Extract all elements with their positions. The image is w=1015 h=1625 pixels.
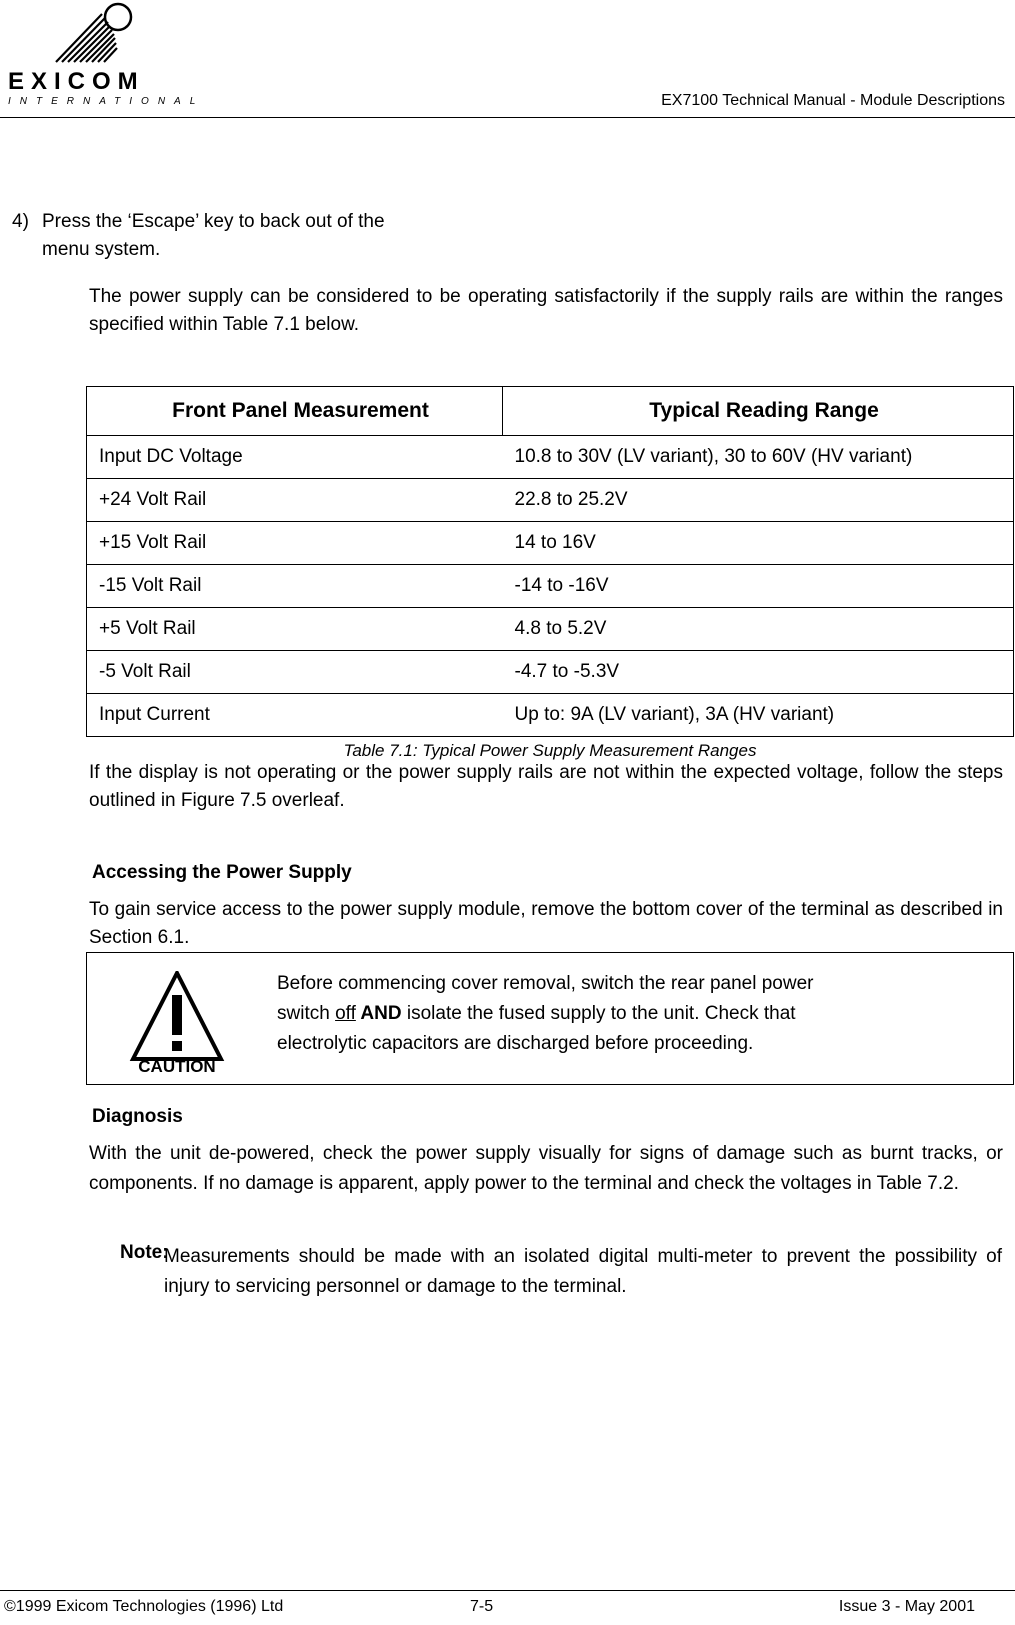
table-cell-range: 14 to 16V — [503, 522, 1014, 565]
table-cell-measurement: -5 Volt Rail — [87, 651, 503, 694]
exicom-logo-mark — [4, 2, 174, 72]
table-cell-range: Up to: 9A (LV variant), 3A (HV variant) — [503, 694, 1014, 737]
note-label: Note: — [120, 1242, 169, 1263]
caution-label: CAUTION — [138, 1057, 216, 1076]
table-cell-range: 4.8 to 5.2V — [503, 608, 1014, 651]
diagnosis-heading: Diagnosis — [92, 1106, 183, 1127]
table-header-measurement: Front Panel Measurement — [87, 387, 503, 436]
table-header-range: Typical Reading Range — [503, 387, 1014, 436]
diagnosis-paragraph: With the unit de-powered, check the power supply visually for signs of damage such as burnt tracks, or components. If no damage is apparent, apply power to the terminal and check the voltages in Table 7.2. — [89, 1143, 1003, 1194]
caution-box — [86, 952, 1014, 1085]
caution-text — [277, 969, 937, 1059]
step-text-line2: menu system. — [42, 239, 161, 260]
table-row — [87, 694, 1014, 737]
table-cell-range: 22.8 to 25.2V — [503, 479, 1014, 522]
caution-line1: Before commencing cover removal, switch the rear panel power — [277, 973, 814, 994]
table-cell-measurement: Input DC Voltage — [87, 436, 503, 479]
caution-and: AND — [355, 1003, 402, 1024]
caution-line2-pre: switch — [277, 1003, 336, 1024]
table-cell-measurement: +5 Volt Rail — [87, 608, 503, 651]
note-text: Measurements should be made with an isolated digital multi-meter to prevent the possibility of injury to servicing personnel or damage to the terminal. — [164, 1246, 1002, 1297]
table-row — [87, 436, 1014, 479]
footer-divider — [0, 1590, 1015, 1591]
table-row — [87, 565, 1014, 608]
measurement-table — [86, 386, 1014, 737]
table-cell-measurement: -15 Volt Rail — [87, 565, 503, 608]
step-text-line1: Press the ‘Escape’ key to back out of the — [42, 211, 385, 232]
table-cell-measurement: +24 Volt Rail — [87, 479, 503, 522]
access-paragraph: To gain service access to the power supply module, remove the bottom cover of the terminal as described in Section 6.1. — [89, 899, 1003, 948]
logo-sub-text: INTERNATIONAL — [8, 96, 205, 107]
table-row — [87, 479, 1014, 522]
table-cell-range: -14 to -16V — [503, 565, 1014, 608]
table-cell-measurement: +15 Volt Rail — [87, 522, 503, 565]
footer-issue: Issue 3 - May 2001 — [838, 1598, 975, 1615]
table-cell-measurement: Input Current — [87, 694, 503, 737]
caution-line3: electrolytic capacitors are discharged before proceeding. — [277, 1033, 754, 1054]
intro-paragraph: The power supply can be considered to be operating satisfactorily if the supply rails are within the ranges specified within Table 7.1 below. — [89, 286, 1003, 335]
table-row — [87, 651, 1014, 694]
footer-copyright: ©1999 Exicom Technologies (1996) Ltd — [4, 1598, 284, 1615]
table-header-row — [87, 387, 1014, 436]
step-number: 4) — [12, 211, 29, 232]
caution-icon — [127, 971, 227, 1075]
table-cell-range: -4.7 to -5.3V — [503, 651, 1014, 694]
header-divider — [0, 117, 1015, 118]
access-heading: Accessing the Power Supply — [92, 862, 352, 883]
footer-page-number: 7-5 — [470, 1598, 494, 1615]
logo-brand-text: EXICOM — [8, 68, 145, 95]
caution-off: off — [335, 1003, 356, 1024]
exicom-logo — [4, 2, 205, 107]
table-cell-range: 10.8 to 30V (LV variant), 30 to 60V (HV variant) — [503, 436, 1014, 479]
table-row — [87, 608, 1014, 651]
caution-line2 — [277, 999, 937, 1029]
header-title: EX7100 Technical Manual - Module Descriptions — [661, 92, 1005, 109]
table-caption: Table 7.1: Typical Power Supply Measurement Ranges — [343, 741, 757, 760]
display-paragraph: If the display is not operating or the power supply rails are not within the expected voltage, follow the steps outlined in Figure 7.5 overleaf. — [89, 762, 1003, 811]
table-row — [87, 522, 1014, 565]
caution-line2-post: isolate the fused supply to the unit. Check that — [401, 1003, 796, 1024]
